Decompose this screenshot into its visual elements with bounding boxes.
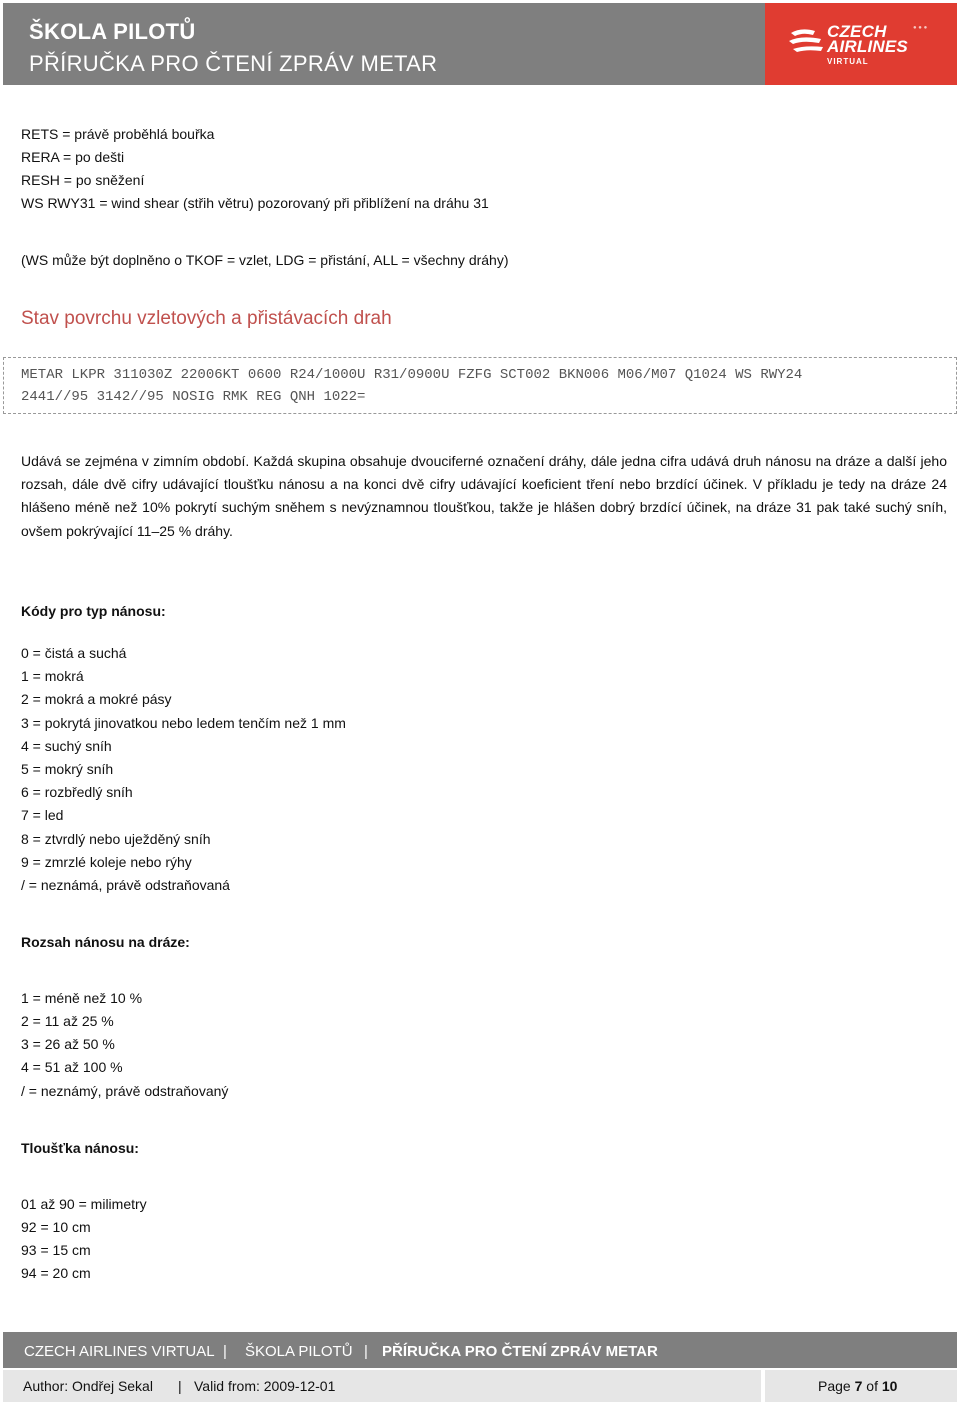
list-item: 01 až 90 = milimetry — [21, 1196, 147, 1212]
list-item: 94 = 20 cm — [21, 1265, 91, 1281]
list-item: 3 = pokrytá jinovatkou nebo ledem tenčím než 1 mm — [21, 715, 346, 731]
list-item: 6 = rozbředlý sníh — [21, 784, 133, 800]
footer-school: ŠKOLA PILOTŮ — [245, 1343, 353, 1360]
list-item: 5 = mokrý sníh — [21, 761, 114, 777]
footer-valid: Valid from: 2009-12-01 — [194, 1378, 336, 1394]
deposit-type-heading: Kódy pro typ nánosu: — [21, 603, 166, 619]
list-item: 4 = suchý sníh — [21, 738, 112, 754]
metar-example-box — [3, 357, 957, 414]
list-item: 92 = 10 cm — [21, 1219, 91, 1235]
deposit-depth-heading: Tloušťka nánosu: — [21, 1140, 139, 1156]
page-total: 10 — [881, 1378, 898, 1394]
logo-brand — [827, 24, 908, 54]
page-header — [3, 3, 957, 85]
footer-separator: | — [364, 1343, 368, 1360]
list-item: 1 = mokrá — [21, 668, 84, 684]
list-item: 1 = méně než 10 % — [21, 990, 143, 1006]
list-item: 93 = 15 cm — [21, 1242, 91, 1258]
footer-info-bar — [3, 1370, 957, 1402]
logo-brand-line1: CZECH — [827, 22, 887, 41]
list-item: 3 = 26 až 50 % — [21, 1036, 115, 1052]
list-item: 2 = 11 až 25 % — [21, 1013, 114, 1029]
text-line-ws: WS RWY31 = wind shear (střih větru) pozorovaný při přiblížení na dráhu 31 — [21, 195, 489, 211]
page-prefix: Page — [818, 1378, 851, 1394]
metar-line-2: 2441//95 3142//95 NOSIG RMK REG QNH 1022= — [21, 389, 366, 405]
page-number — [818, 1378, 897, 1394]
header-title: ŠKOLA PILOTŮ — [29, 19, 196, 44]
list-item: 9 = zmrzlé koleje nebo rýhy — [21, 854, 192, 870]
page-current: 7 — [854, 1378, 863, 1394]
footer-separator: | — [178, 1378, 182, 1394]
footer-manual: PŘÍRUČKA PRO ČTENÍ ZPRÁV METAR — [382, 1343, 658, 1360]
logo-dots: ● ● ● — [913, 25, 928, 31]
section-heading: Stav povrchu vzletových a přistávacích drah — [21, 308, 392, 329]
header-subtitle: PŘÍRUČKA PRO ČTENÍ ZPRÁV METAR — [29, 51, 438, 76]
czech-airlines-logo — [765, 3, 957, 85]
deposit-extent-heading: Rozsah nánosu na dráze: — [21, 934, 190, 950]
list-item: 4 = 51 až 100 % — [21, 1059, 123, 1075]
page-of: of — [866, 1378, 878, 1394]
text-line-rera: RERA = po dešti — [21, 149, 125, 165]
ws-note: (WS může být doplněno o TKOF = vzlet, LDG = přistání, ALL = všechny dráhy) — [21, 252, 509, 268]
footer-separator: | — [223, 1343, 227, 1360]
list-item: / = neznámá, právě odstraňovaná — [21, 877, 230, 893]
csa-logo-icon — [787, 25, 827, 59]
footer-org: CZECH AIRLINES VIRTUAL — [24, 1343, 215, 1360]
text-line-rets: RETS = právě proběhlá bouřka — [21, 126, 215, 142]
list-item: / = neznámý, právě odstraňovaný — [21, 1083, 229, 1099]
footer-title-bar — [3, 1332, 957, 1368]
footer-page-box — [765, 1370, 957, 1402]
metar-line-1: METAR LKPR 311030Z 22006KT 0600 R24/1000U R31/0900U FZFG SCT002 BKN006 M06/M07 Q1024 WS RWY24 — [21, 367, 803, 383]
list-item: 2 = mokrá a mokré pásy — [21, 691, 172, 707]
list-item: 8 = ztvrdlý nebo uježděný sníh — [21, 831, 211, 847]
footer-author: Author: Ondřej Sekal — [23, 1378, 153, 1394]
footer-author-box — [3, 1370, 761, 1402]
logo-brand-line2: AIRLINES — [827, 37, 908, 56]
text-line-resh: RESH = po sněžení — [21, 172, 145, 188]
logo-virtual: VIRTUAL — [827, 57, 869, 66]
list-item: 7 = led — [21, 807, 64, 823]
list-item: 0 = čistá a suchá — [21, 645, 127, 661]
explanation-paragraph: Udává se zejména v zimním období. Každá skupina obsahuje dvouciferné označení dráhy, dále jedna cifra udává druh nánosu na dráze a další jeho rozsah, dále dvě cifry udávající tloušťku nánosu a na konci dvě cifry udávající koeficient tření nebo brzdící účinek. V příkladu je tedy na dráze 24 hlášeno méně než 10% pokrytí suchým sněhem s nevýznamnou tloušťkou, takže je hlášen dobrý brzdící účinek, na dráze 31 pak také suchý sníh, ovšem pokrývající 11–25 % dráhy. — [21, 453, 947, 539]
